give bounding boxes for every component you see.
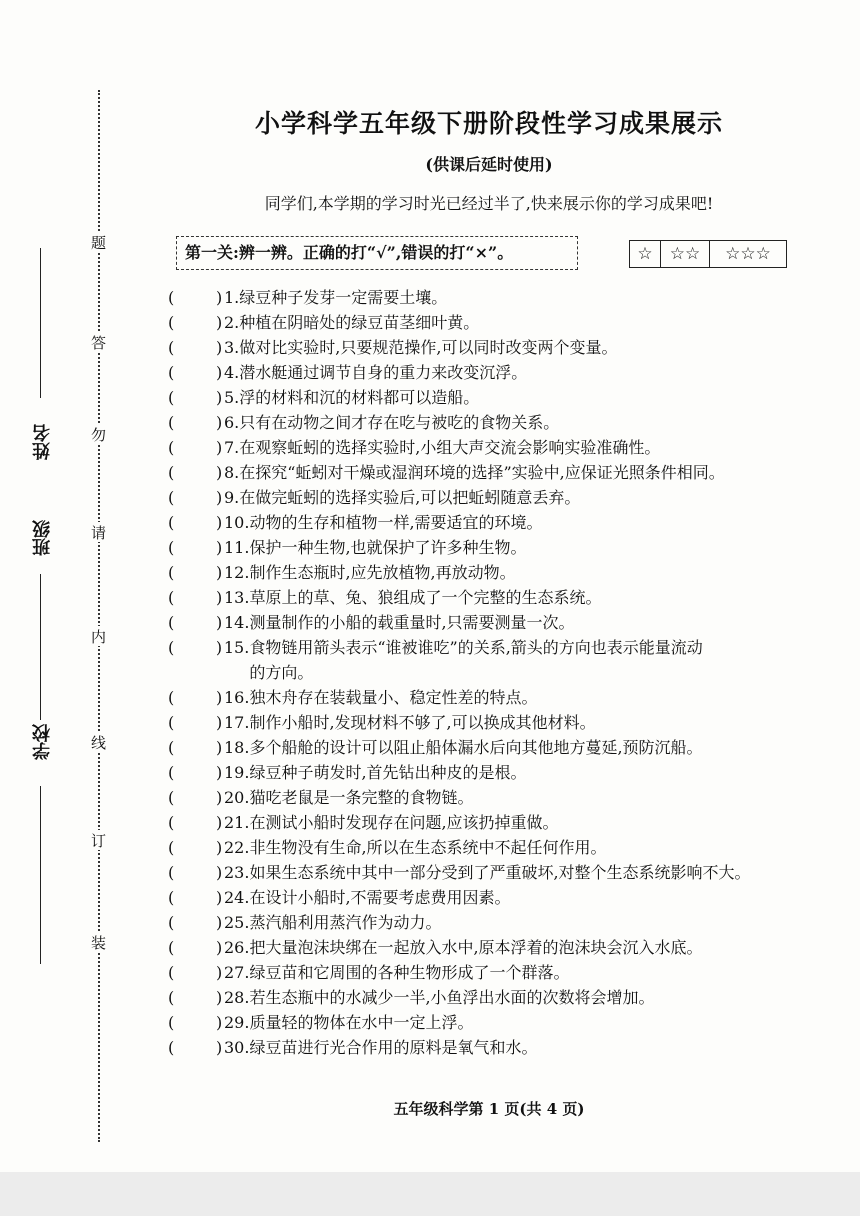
answer-blank-close: ) [216, 1038, 223, 1057]
question-item [168, 985, 848, 1010]
answer-blank-close: ) [216, 363, 223, 382]
question-number: 13. [224, 588, 250, 607]
answer-blank[interactable]: ( [168, 688, 175, 707]
question-text [249, 735, 702, 760]
answer-blank-close: ) [216, 988, 223, 1007]
question-text [239, 435, 660, 460]
question-item [168, 885, 848, 910]
question-text-line: 潜水艇通过调节自身的重力来改变沉浮。 [239, 363, 528, 382]
question-text [249, 760, 526, 785]
question-text-line: 在设计小船时,不需要考虑费用因素。 [249, 888, 511, 907]
question-number: 27. [224, 963, 250, 982]
question-text-line: 在观察蚯蚓的选择实验时,小组大声交流会影响实验准确性。 [239, 438, 661, 457]
question-item [168, 960, 848, 985]
question-number: 6. [224, 413, 240, 432]
question-text-line: 非生物没有生命,所以在生态系统中不起任何作用。 [249, 838, 607, 857]
question-number: 10. [224, 513, 250, 532]
star-rating-2[interactable]: ☆☆ [661, 241, 710, 267]
answer-blank-close: ) [216, 963, 223, 982]
question-number: 3. [224, 338, 240, 357]
answer-blank-close: ) [216, 913, 223, 932]
question-number: 12. [224, 563, 250, 582]
question-text-line: 猫吃老鼠是一条完整的食物链。 [249, 788, 474, 807]
question-number: 19. [224, 763, 250, 782]
question-text [249, 535, 526, 560]
question-item [168, 535, 848, 560]
question-item [168, 635, 848, 685]
school-field-label: 学校 [32, 724, 53, 760]
answer-blank-close: ) [216, 613, 223, 632]
question-number: 14. [224, 613, 250, 632]
scan-bottom-band [0, 1172, 860, 1216]
seal-char: 答 [88, 332, 108, 352]
answer-blank[interactable]: ( [168, 338, 175, 357]
question-number: 2. [224, 313, 240, 332]
answer-blank[interactable]: ( [168, 738, 175, 757]
question-text [249, 1035, 537, 1060]
question-item [168, 510, 848, 535]
answer-blank-close: ) [216, 688, 223, 707]
question-item [168, 760, 848, 785]
question-item [168, 560, 848, 585]
question-number: 30. [224, 1038, 250, 1057]
answer-blank[interactable]: ( [168, 963, 175, 982]
answer-blank[interactable]: ( [168, 638, 175, 657]
question-item [168, 485, 848, 510]
question-text-line: 绿豆苗和它周围的各种生物形成了一个群落。 [249, 963, 570, 982]
question-item [168, 810, 848, 835]
question-number: 9. [224, 488, 240, 507]
answer-blank-close: ) [215, 638, 223, 657]
question-number: 16. [224, 688, 250, 707]
answer-blank-close: ) [216, 463, 223, 482]
answer-blank[interactable]: ( [168, 488, 175, 507]
question-item [168, 1035, 848, 1060]
question-text-line: 只有在动物之间才存在吃与被吃的食物关系。 [239, 413, 560, 432]
question-item [168, 335, 848, 360]
question-number: 22. [224, 838, 250, 857]
answer-blank-close: ) [216, 1013, 223, 1032]
question-item [168, 460, 848, 485]
answer-blank[interactable]: ( [168, 1013, 175, 1032]
name-field-line[interactable] [40, 248, 41, 398]
seal-char: 内 [88, 626, 108, 646]
answer-blank[interactable]: ( [168, 463, 175, 482]
answer-blank[interactable]: ( [168, 588, 175, 607]
question-item [168, 360, 848, 385]
page-subtitle: (供课后延时使用) [425, 155, 553, 174]
seal-char: 线 [88, 732, 108, 752]
question-text [249, 835, 606, 860]
question-item [168, 385, 848, 410]
question-number: 15. [223, 638, 250, 657]
answer-blank-close: ) [216, 338, 223, 357]
question-text-line: 如果生态系统中其中一部分受到了严重破坏,对整个生态系统影响不大。 [249, 863, 751, 882]
question-text-continued: 的方向。 [249, 663, 314, 682]
answer-blank-close: ) [216, 588, 223, 607]
answer-blank[interactable]: ( [168, 1038, 175, 1057]
question-number: 11. [224, 538, 250, 557]
question-text [249, 560, 515, 585]
answer-blank-close: ) [216, 413, 223, 432]
question-text [239, 285, 447, 310]
answer-blank-close: ) [216, 438, 223, 457]
answer-blank[interactable]: ( [168, 863, 175, 882]
question-item [168, 735, 848, 760]
answer-blank[interactable]: ( [168, 763, 175, 782]
question-text-line: 绿豆苗进行光合作用的原料是氧气和水。 [249, 1038, 538, 1057]
answer-blank[interactable]: ( [168, 938, 175, 957]
question-text [239, 410, 559, 435]
answer-blank-close: ) [216, 713, 223, 732]
question-item [168, 785, 848, 810]
answer-blank[interactable]: ( [168, 988, 175, 1007]
answer-blank-close: ) [216, 863, 223, 882]
answer-blank-close: ) [216, 738, 223, 757]
question-number: 18. [224, 738, 250, 757]
question-item [168, 285, 848, 310]
answer-blank-close: ) [216, 888, 223, 907]
seal-char: 装 [88, 932, 108, 952]
question-item [168, 610, 848, 635]
name-field-label: 姓名 [32, 424, 53, 460]
answer-blank[interactable]: ( [168, 438, 175, 457]
question-number: 8. [224, 463, 240, 482]
question-text-line: 把大量泡沫块绑在一起放入水中,原本浮着的泡沫块会沉入水底。 [249, 938, 703, 957]
question-text-line: 若生态瓶中的水减少一半,小鱼浮出水面的次数将会增加。 [249, 988, 655, 1007]
answer-blank-close: ) [216, 563, 223, 582]
question-text [249, 610, 574, 635]
answer-blank-close: ) [216, 538, 223, 557]
question-text-line: 做对比实验时,只要规范操作,可以同时改变两个变量。 [239, 338, 618, 357]
answer-blank[interactable]: ( [168, 613, 175, 632]
answer-blank-close: ) [216, 388, 223, 407]
question-text-line: 蒸汽船利用蒸汽作为动力。 [249, 913, 442, 932]
question-number: 25. [224, 913, 250, 932]
answer-blank[interactable]: ( [168, 363, 175, 382]
question-item [168, 410, 848, 435]
question-text [249, 510, 542, 535]
section-title-text: 第一关:辨一辨。正确的打“√”,错误的打“×”。 [185, 243, 514, 262]
question-text [249, 885, 510, 910]
question-item [168, 435, 848, 460]
question-number: 5. [224, 388, 240, 407]
question-text [249, 935, 702, 960]
question-text [249, 685, 537, 710]
question-text [249, 635, 848, 685]
question-text-line: 独木舟存在装载量小、稳定性差的特点。 [249, 688, 538, 707]
page-footer: 五年级科学第 1 页(共 4 页) [393, 1100, 585, 1118]
question-item [168, 310, 848, 335]
question-text-line: 绿豆种子萌发时,首先钻出种皮的是根。 [249, 763, 527, 782]
question-item [168, 1010, 848, 1035]
star-rating-1[interactable]: ☆ [630, 241, 661, 267]
question-number: 7. [224, 438, 240, 457]
question-text-line: 浮的材料和沉的材料都可以造船。 [239, 388, 480, 407]
answer-blank-close: ) [216, 763, 223, 782]
question-text [239, 360, 527, 385]
answer-blank[interactable]: ( [168, 538, 175, 557]
question-number: 21. [224, 813, 250, 832]
star-rating-table [629, 240, 787, 268]
question-text-line: 草原上的草、兔、狼组成了一个完整的生态系统。 [249, 588, 602, 607]
answer-blank-close: ) [216, 813, 223, 832]
question-text [249, 785, 473, 810]
question-text [239, 335, 617, 360]
answer-blank-close: ) [216, 288, 223, 307]
question-number: 1. [224, 288, 240, 307]
question-text-line: 种植在阴暗处的绿豆苗茎细叶黄。 [239, 313, 480, 332]
question-text [249, 1010, 473, 1035]
question-item [168, 835, 848, 860]
question-text [249, 710, 595, 735]
answer-blank-close: ) [216, 488, 223, 507]
answer-blank-close: ) [216, 838, 223, 857]
question-text-line: 制作生态瓶时,应先放植物,再放动物。 [249, 563, 516, 582]
question-text [249, 860, 750, 885]
answer-blank[interactable]: ( [168, 913, 175, 932]
question-text [249, 810, 558, 835]
answer-blank[interactable]: ( [168, 388, 175, 407]
question-list [168, 285, 848, 1060]
question-text-line: 保护一种生物,也就保护了许多种生物。 [249, 538, 527, 557]
answer-blank[interactable]: ( [168, 888, 175, 907]
question-number: 29. [224, 1013, 250, 1032]
question-number: 26. [224, 938, 250, 957]
answer-blank[interactable]: ( [168, 513, 175, 532]
answer-blank[interactable]: ( [168, 713, 175, 732]
question-number: 24. [224, 888, 250, 907]
class-field-label: 班级 [32, 520, 53, 556]
question-text-line: 质量轻的物体在水中一定上浮。 [249, 1013, 474, 1032]
seal-char: 勿 [88, 424, 108, 444]
answer-blank-close: ) [216, 938, 223, 957]
answer-blank[interactable]: ( [168, 413, 175, 432]
question-item [168, 710, 848, 735]
question-text [239, 310, 479, 335]
question-item [168, 685, 848, 710]
question-text-line: 在探究“蚯蚓对干燥或湿润环境的选择”实验中,应保证光照条件相同。 [239, 463, 725, 482]
page-title: 小学科学五年级下册阶段性学习成果展示 [254, 109, 723, 138]
answer-blank[interactable]: ( [168, 313, 175, 332]
answer-blank-close: ) [216, 513, 223, 532]
question-item [168, 860, 848, 885]
question-text-line: 测量制作的小船的载重量时,只需要测量一次。 [249, 613, 575, 632]
school-field-line[interactable] [40, 786, 41, 964]
question-text-line: 多个船舱的设计可以阻止船体漏水后向其他地方蔓延,预防沉船。 [249, 738, 703, 757]
answer-blank[interactable]: ( [168, 788, 175, 807]
question-number: 4. [224, 363, 240, 382]
seal-char: 题 [88, 232, 108, 252]
seal-char: 订 [88, 830, 108, 850]
answer-blank[interactable]: ( [168, 813, 175, 832]
question-text-line: 绿豆种子发芽一定需要土壤。 [239, 288, 448, 307]
question-text-line: 动物的生存和植物一样,需要适宜的环境。 [249, 513, 543, 532]
question-item [168, 585, 848, 610]
answer-blank[interactable]: ( [168, 288, 175, 307]
question-text [249, 910, 441, 935]
section-title [176, 236, 578, 270]
question-text [239, 460, 724, 485]
star-rating-3[interactable]: ☆☆☆ [725, 244, 771, 264]
question-text [249, 585, 601, 610]
question-number: 20. [224, 788, 250, 807]
answer-blank-close: ) [216, 788, 223, 807]
question-number: 28. [224, 988, 250, 1007]
question-text-line: 在做完蚯蚓的选择实验后,可以把蚯蚓随意丢弃。 [239, 488, 581, 507]
question-number: 17. [224, 713, 250, 732]
answer-blank-close: ) [216, 313, 223, 332]
question-item [168, 935, 848, 960]
question-text [249, 960, 569, 985]
seal-char: 请 [88, 522, 108, 542]
question-item [168, 910, 848, 935]
question-text [239, 385, 479, 410]
question-text [239, 485, 580, 510]
class-field-line[interactable] [40, 574, 41, 720]
answer-blank[interactable]: ( [168, 563, 175, 582]
question-text [249, 985, 654, 1010]
question-number: 23. [224, 863, 250, 882]
answer-blank[interactable]: ( [168, 838, 175, 857]
question-text-line: 食物链用箭头表示“谁被谁吃”的关系,箭头的方向也表示能量流动 [249, 638, 703, 657]
question-text-line: 制作小船时,发现材料不够了,可以换成其他材料。 [249, 713, 596, 732]
question-text-line: 在测试小船时发现存在问题,应该扔掉重做。 [249, 813, 559, 832]
intro-text: 同学们,本学期的学习时光已经过半了,快来展示你的学习成果吧! [264, 194, 714, 213]
